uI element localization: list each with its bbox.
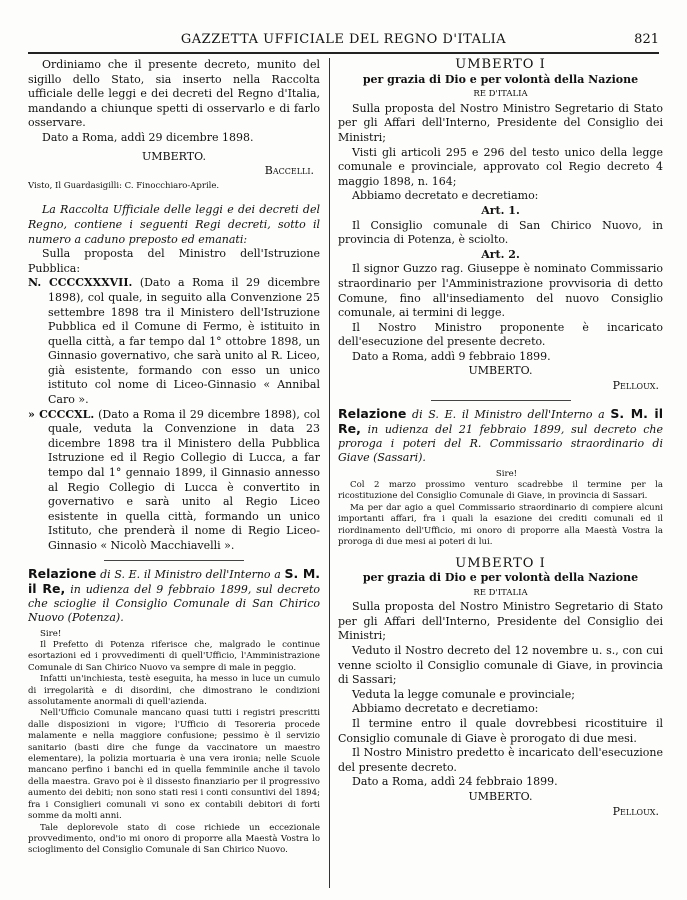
king-name: UMBERTO I — [455, 555, 546, 571]
decree-minister: Baccelli. — [264, 164, 314, 178]
visto-guardasigilli: Visto, Il Guardasigilli: C. Finocchiaro-Aprile. — [28, 180, 220, 191]
sire-salutation: Sire! — [495, 468, 518, 479]
decree-paragraph: Veduta la legge comunale e provinciale; — [352, 687, 575, 701]
right-column — [338, 58, 663, 890]
article-title: Art. 2. — [481, 247, 520, 261]
raccolta-item — [28, 408, 320, 554]
decree-date: Dato a Roma, addì 24 febbraio 1899. — [352, 775, 558, 789]
sire-salutation: Sire! — [40, 628, 62, 639]
decree-minister: Pelloux. — [612, 379, 659, 393]
grace-formula: per grazia di Dio e per volontà della Nazione — [362, 571, 639, 585]
gazette-title: GAZZETTA UFFICIALE DEL REGNO D'ITALIA — [180, 32, 507, 47]
decree-paragraph: Il termine entro il quale dovrebbesi ricostituire il Consiglio comunale di Giave è prorogato di due mesi. — [338, 717, 663, 745]
decree-closing — [28, 58, 320, 193]
decree-paragraph: Abbiamo decretato e decretiamo: — [352, 702, 539, 716]
page-number: 821 — [634, 32, 659, 47]
decree-paragraph: Sulla proposta del Nostro Ministro Segretario di Stato per gli Affari dell'Interno, Presidente del Consiglio dei Ministri; — [338, 101, 663, 144]
relazione-paragraph: Il Prefetto di Potenza riferisce che, malgrado le continue esortazioni ed i provvedimenti di quell'Ufficio, l'Amministrazione Comunale di San Chirico Nuovo va sempre di male in peggio. — [28, 640, 320, 673]
raccolta-section — [28, 203, 320, 553]
decree-giave — [338, 557, 663, 820]
item-text: (Dato a Roma il 29 dicembre 1898), col quale, in seguito alla Convenzione 25 settembre 1898 tra il Ministero dell'Istruzione Pubblica ed il Comune di Fermo, è istituito in quella città, a far tempo dal 1° ottobre 1898, un Ginnasio governativo, che sarà unito al R. Liceo, già esistente, formando con esso un unico istituto col nome di Liceo-Ginnasio « Annibal Caro ». — [48, 276, 320, 407]
decree-date: Dato a Roma, addì 9 febbraio 1899. — [352, 349, 551, 363]
item-number: N. CCCCXXXVII. — [28, 276, 133, 290]
article-text: Il Consiglio comunale di San Chirico Nuovo, in provincia di Potenza, è sciolto. — [338, 218, 663, 247]
relazione-paragraph: Col 2 marzo prossimo venturo scadrebbe il termine per la ricostituzione del Consiglio Comunale di Giave, in provincia di Sassari. — [338, 480, 663, 502]
decree-signature: UMBERTO. — [468, 364, 533, 378]
relazione-san-chirico — [28, 567, 320, 857]
article-title: Art. 1. — [481, 203, 520, 217]
decree-paragraph: Sulla proposta del Nostro Ministro Segretario di Stato per gli Affari dell'Interno, Presidente del Consiglio dei Ministri; — [338, 600, 663, 643]
decree-minister: Pelloux. — [612, 804, 659, 818]
king-name: UMBERTO I — [455, 58, 546, 72]
section-divider — [431, 400, 571, 401]
relazione-paragraph: Tale deplorevole stato di cose richiede un eccezionale provvedimento, ond'io mi onoro di proporre alla Maestà Vostra lo scioglimento del Consiglio Comunale di San Chirico Nuovo. — [28, 822, 320, 856]
relazione-paragraph: Nell'Ufficio Comunale mancano quasi tutti i registri prescritti dalle disposizioni in vigore; l'Ufficio di Tesoreria procede malamente e nella maggiore confusione; pessimo è il servizio sanitario (basti dire che funge da vaccinatore un maestro elementare), la polizia mortuaria è una vera ironia; nelle Scuole mancano perfino i banchi ed in quella femminile anche il tavolo della maestra. Gravo poi è il dissesto finanziario per il progressivo aumento dei debiti; non sono stati resi i conti consuntivi del 1894; fra i Consiglieri comunali vi sono ex contabili debitori di forti somme da molti anni. — [28, 708, 320, 822]
re-d-italia: RE D'ITALIA — [473, 89, 528, 100]
decree-paragraph: Visti gli articoli 295 e 296 del testo unico della legge comunale e provinciale, approvato col Regio decreto 4 maggio 1898, n. 164; — [338, 145, 663, 188]
relazione-heading: Relazione di S. E. il Ministro dell'Interno a S. M. il Re, in udienza del 9 febbraio 1899, sul decreto che scioglie il Consiglio Comunale di San Chirico Nuovo (Potenza). — [28, 565, 320, 624]
decree-signature: UMBERTO. — [468, 790, 533, 803]
decree-paragraph: Veduto il Nostro decreto del 12 novembre u. s., con cui venne sciolto il Consiglio comunale di Giave, in provincia di Sassari; — [338, 644, 663, 687]
relazione-heading: Relazione di S. E. il Ministro dell'Interno a S. M. il Re, in udienza del 21 febbraio 1899, sul decreto che proroga i poteri del R. Commissario straordinario di Giave (Sassari). — [338, 405, 663, 464]
decree-signature: UMBERTO. — [142, 149, 206, 163]
relazione-paragraph: Infatti un'inchiesta, testè eseguita, ha messo in luce un cumulo di irregolarità e di disordini, che dimostrano le condizioni assolutamente anormali di quell'azienda. — [28, 674, 320, 708]
raccolta-intro: La Raccolta Ufficiale delle leggi e dei decreti del Regno, contiene i seguenti Regi decreti, sotto il numero a caduno preposto ed emanati: — [28, 203, 320, 246]
decree-execution: Il Nostro Ministro predetto è incaricato dell'esecuzione del presente decreto. — [338, 746, 663, 774]
item-number: » CCCCXL. — [28, 407, 95, 421]
page-header — [28, 30, 659, 54]
decree-paragraph: Abbiamo decretato e decretiamo: — [352, 189, 539, 203]
left-column — [28, 58, 320, 890]
decree-san-chirico — [338, 58, 663, 394]
article-text: Il signor Guzzo rag. Giuseppe è nominato Commissario straordinario per l'Amministrazione provvisoria di detto Comune, fino all'insediamento del nuovo Consiglio comunale, ai termini di legge. — [338, 262, 663, 320]
decree-closing-text: Ordiniamo che il presente decreto, munito del sigillo dello Stato, sia inserto nella Raccolta ufficiale delle leggi e dei decreti del Regno d'Italia, mandando a chiunque spetti di osservarlo e di farlo osservare. — [28, 58, 320, 130]
decree-date: Dato a Roma, addì 29 dicembre 1898. — [42, 130, 254, 144]
raccolta-proposal: Sulla proposta del Ministro dell'Istruzione Pubblica: — [28, 247, 320, 275]
item-text: (Dato a Roma il 29 dicembre 1898), col quale, veduta la Convenzione in data 23 dicembre 1898 tra il Ministero della Pubblica Istruzione ed il Regio Collegio di Lucca, a far tempo dal 1° gennaio 1899, il Ginnasio annesso al Regio Collegio di Lucca è convertito in governativo e sarà unito al Regio Liceo esistente in quella città, formando un unico Istituto, che prenderà il nome di Regio Liceo-Ginnasio « Nicolò Macchiavelli ». — [48, 407, 320, 552]
re-d-italia: RE D'ITALIA — [473, 587, 528, 598]
grace-formula: per grazia di Dio e per volontà della Nazione — [362, 72, 639, 86]
relazione-paragraph: Ma per dar agio a quel Commissario straordinario di compiere alcuni importanti affari, fra i quali la esazione dei crediti comunali ed il riordinamento dell'Ufficio, mi onoro di proporre alla Maestà Vostra la proroga di due mesi ai poteri di lui. — [338, 502, 663, 548]
section-divider — [104, 560, 244, 561]
relazione-giave — [338, 407, 663, 549]
raccolta-item — [28, 276, 320, 407]
decree-execution: Il Nostro Ministro proponente è incaricato dell'esecuzione del presente decreto. — [338, 320, 663, 349]
column-divider — [329, 58, 330, 888]
